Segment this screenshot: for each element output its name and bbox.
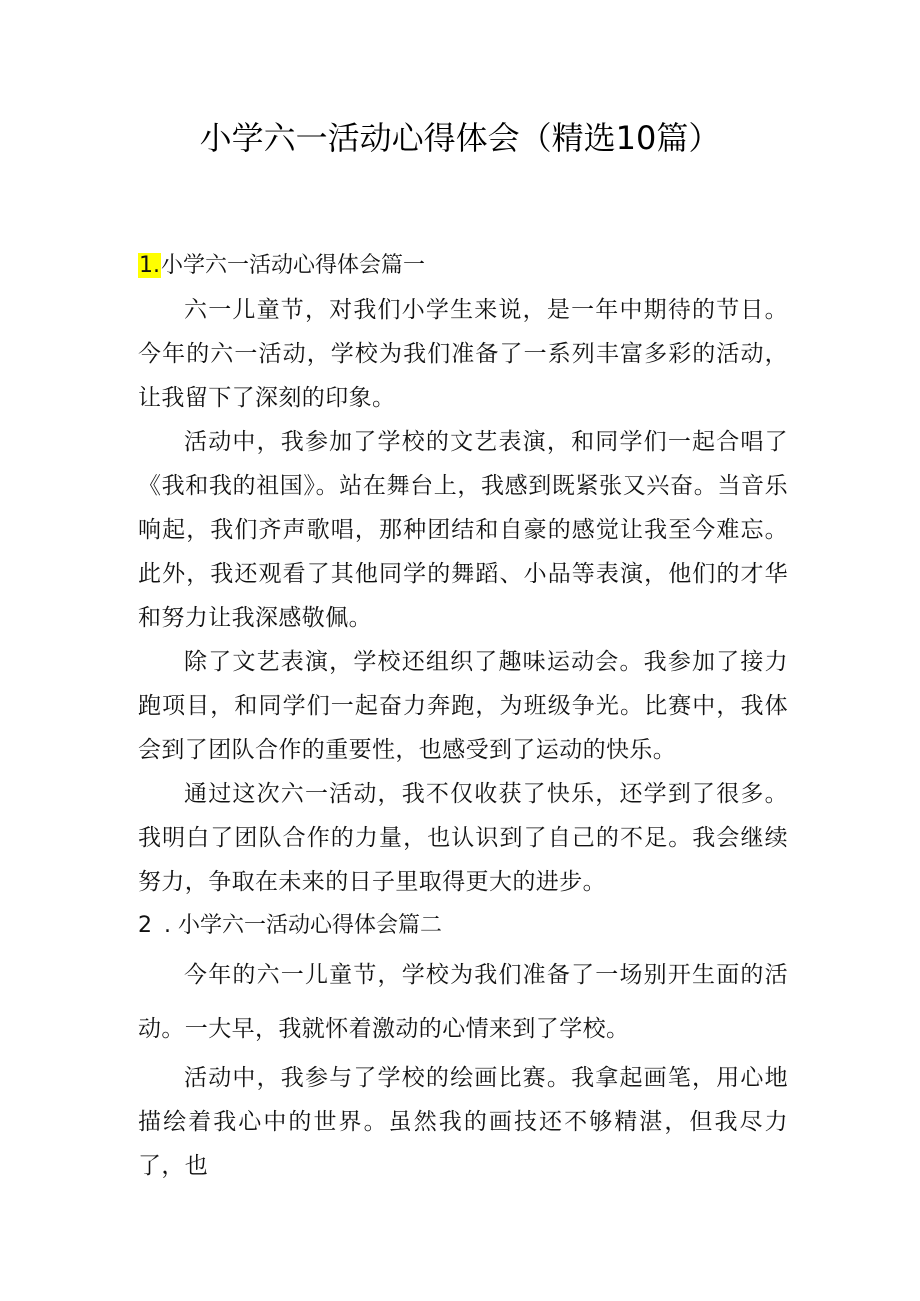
- section-heading-2: [138, 904, 788, 948]
- paragraph: 通过这次六一活动，我不仅收获了快乐，还学到了很多。我明白了团队合作的力量，也认识到了自己的不足。我会继续努力，争取在未来的日子里取得更大的进步。: [138, 781, 788, 895]
- document-body: [138, 244, 788, 1188]
- section-heading-1: [138, 244, 788, 288]
- paragraph: 今年的六一儿童节，学校为我们准备了一场别开生面的活动。一大早，我就怀着激动的心情来到了学校。: [138, 962, 788, 1042]
- paragraph: 六一儿童节，对我们小学生来说，是一年中期待的节日。今年的六一活动，学校为我们准备了一系列丰富多彩的活动，让我留下了深刻的印象。: [138, 297, 788, 411]
- section-number-highlight: 1.: [139, 253, 160, 278]
- section-title: . 小学六一活动心得体会篇二: [164, 913, 442, 938]
- section-number: 2: [138, 913, 152, 938]
- paragraph: 除了文艺表演，学校还组织了趣味运动会。我参加了接力跑项目，和同学们一起奋力奔跑，为班级争光。比赛中，我体会到了团队合作的重要性，也感受到了运动的快乐。: [138, 649, 788, 763]
- paragraph: 活动中，我参加了学校的文艺表演，和同学们一起合唱了《我和我的祖国》。站在舞台上，我感到既紧张又兴奋。当音乐响起，我们齐声歌唱，那种团结和自豪的感觉让我至今难忘。此外，我还观看了其他同学的舞蹈、小品等表演，他们的才华和努力让我深感敬佩。: [138, 429, 788, 631]
- document-title: 小学六一活动心得体会（精选10篇）: [199, 119, 721, 157]
- paragraph: 活动中，我参与了学校的绘画比赛。我拿起画笔，用心地描绘着我心中的世界。虽然我的画技还不够精湛，但我尽力了，也: [138, 1065, 788, 1179]
- section-title: 小学六一活动心得体会篇一: [161, 253, 426, 278]
